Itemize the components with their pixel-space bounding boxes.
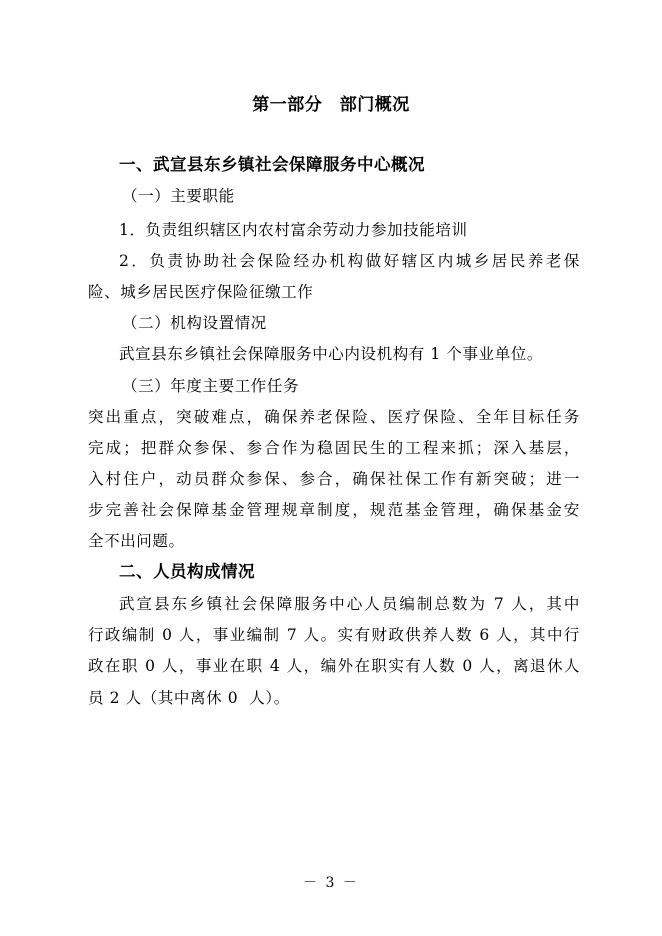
tasks-line: 步完善社会保障基金管理规章制度，规范基金管理，确保基金安 (88, 501, 580, 519)
staff-line: 员 2 人（其中离休 0 人）。 (88, 689, 290, 707)
tasks-line: 完成；把群众参保、参合作为稳固民生的工程来抓；深入基层， (88, 439, 580, 457)
section1-heading: 一、武宣县东乡镇社会保障服务中心概况 (119, 155, 425, 174)
tasks-line: 入村住户，动员群众参保、参合，确保社保工作有新突破；进一 (88, 470, 580, 488)
staff-line: 政在职 0 人，事业在职 4 人，编外在职实有人数 0 人，离退休人 (88, 657, 580, 675)
tasks-line: 突出重点，突破难点，确保养老保险、医疗保险、全年目标任务 (88, 408, 580, 426)
duty-item-2-line-2: 险、城乡居民医疗保险征缴工作 (88, 283, 314, 301)
subsection-main-duties-heading: （一）主要职能 (122, 187, 235, 205)
subsection-org-setup-heading: （二）机构设置情况 (122, 314, 267, 332)
org-setup-text: 武宣县东乡镇社会保障服务中心内设机构有 1 个事业单位。 (119, 345, 544, 363)
duty-item-1: 1．负责组织辖区内农村富余劳动力参加技能培训 (119, 221, 468, 239)
page-title: 第一部分 部门概况 (252, 95, 410, 115)
duty-item-2-line-1: 2．负责协助社会保险经办机构做好辖区内城乡居民养老保 (119, 252, 580, 270)
subsection-annual-tasks-heading: （三）年度主要工作任务 (122, 377, 300, 395)
staff-line: 武宣县东乡镇社会保障服务中心人员编制总数为 7 人，其中 (119, 595, 580, 613)
section2-heading: 二、人员构成情况 (119, 562, 255, 581)
page-number: － 3 － (303, 875, 359, 891)
staff-line: 行政编制 0 人，事业编制 7 人。实有财政供养人数 6 人，其中行 (88, 626, 580, 644)
tasks-line: 全不出问题。 (88, 532, 185, 550)
